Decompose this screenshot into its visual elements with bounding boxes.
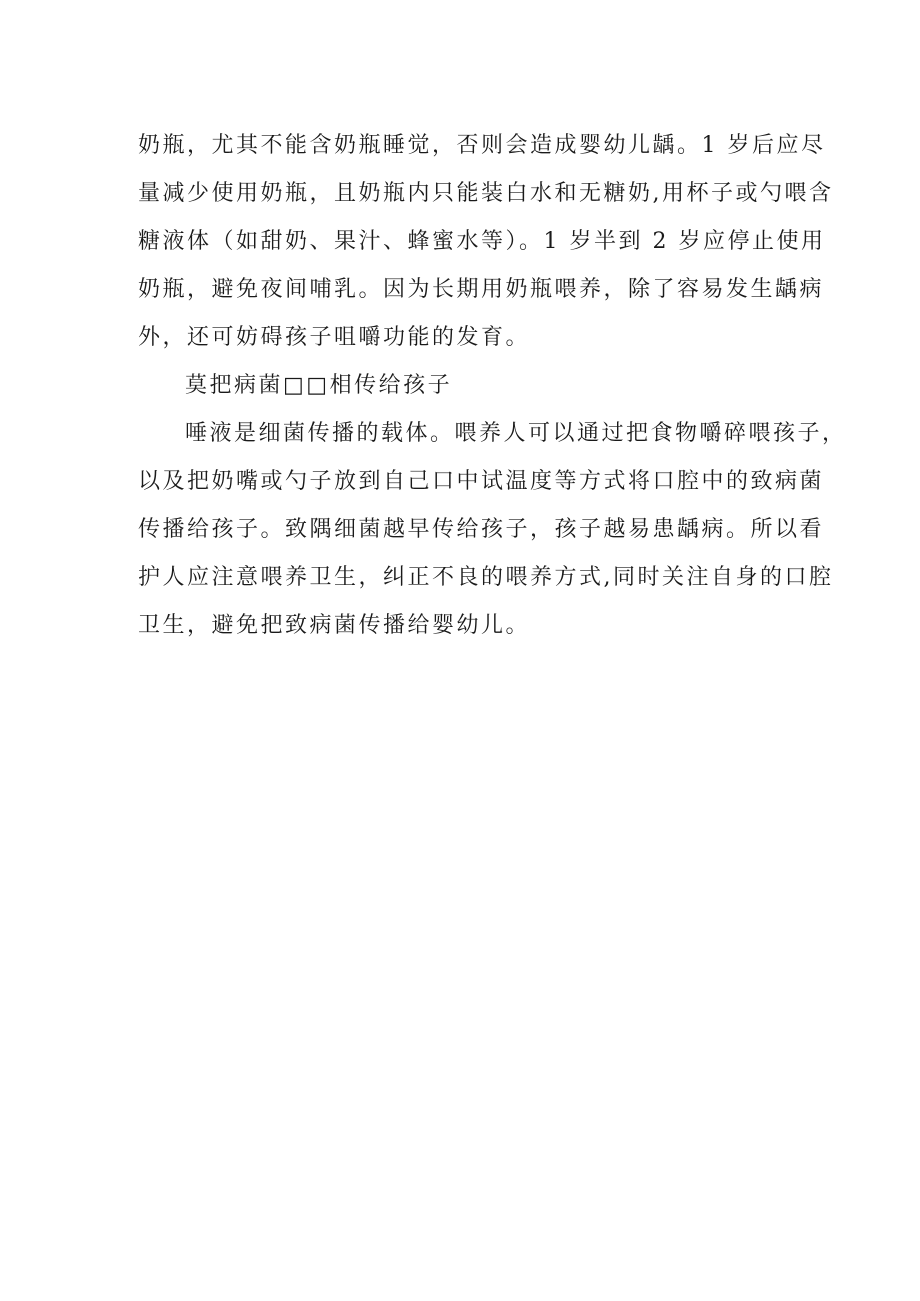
- text-line: 传播给孩子。致隅细菌越早传给孩子，孩子越易患龋病。所以看: [138, 517, 825, 542]
- paragraph-bottle-feeding: [138, 122, 834, 362]
- text-line: 护人应注意喂养卫生，纠正不良的喂养方式,同时关注自身的口腔: [138, 565, 834, 590]
- text-line: 外，还可妨碍孩子咀嚼功能的发育。: [138, 325, 531, 350]
- text-line: 奶瓶，避免夜间哺乳。因为长期用奶瓶喂养，除了容易发生龋病: [138, 277, 825, 302]
- document-body: [138, 122, 847, 650]
- section-heading: 莫把病菌□□相传给孩子: [185, 373, 453, 398]
- paragraph-saliva-transmission: [138, 410, 847, 650]
- text-line: 以及把奶嘴或勺子放到自己口中试温度等方式将口腔中的致病菌: [138, 469, 825, 494]
- text-line: 糖液体（如甜奶、果汁、蜂蜜水等）。1 岁半到 2 岁应停止使用: [138, 229, 826, 254]
- text-line: 奶瓶，尤其不能含奶瓶睡觉，否则会造成婴幼儿龋。1 岁后应尽: [138, 133, 826, 158]
- text-line: 卫生，避免把致病菌传播给婴幼儿。: [138, 613, 531, 638]
- section-heading-block: [138, 362, 802, 410]
- text-line: 量减少使用奶瓶，且奶瓶内只能装白水和无糖奶,用杯子或勺喂含: [138, 181, 834, 206]
- text-line: 唾液是细菌传播的载体。喂养人可以通过把食物嚼碎喂孩子，: [185, 421, 847, 446]
